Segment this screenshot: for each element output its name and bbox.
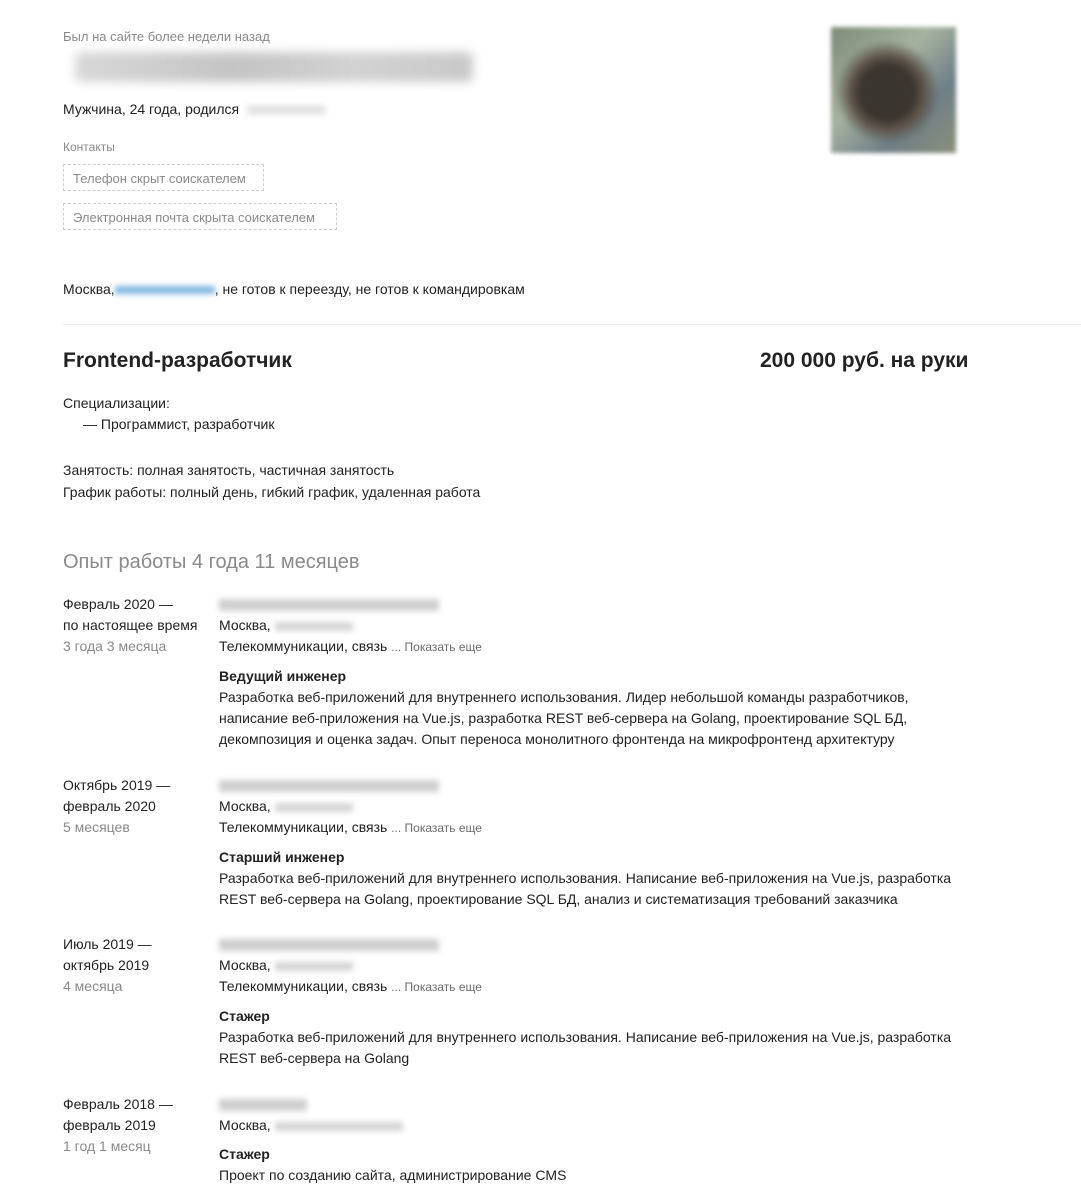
job-dates bbox=[63, 594, 197, 657]
job-duration: 4 месяца bbox=[63, 978, 123, 994]
job-dates bbox=[63, 775, 170, 838]
specialization-item: — Программист, разработчик bbox=[83, 416, 275, 432]
job-duration: 1 год 1 месяц bbox=[63, 1138, 151, 1154]
experience-header: Опыт работы 4 года 11 месяцев bbox=[63, 551, 360, 573]
avatar bbox=[831, 27, 956, 153]
job-dates bbox=[63, 934, 152, 997]
company-site-redacted[interactable] bbox=[275, 622, 353, 631]
job-city: Москва, bbox=[219, 1117, 271, 1133]
job-industry: Телекоммуникации, связь bbox=[219, 638, 388, 654]
job-description: Разработка веб-приложений для внутреннего использования. Написание веб-приложения на Vue.js, разработка REST веб-сервера на Golang bbox=[219, 1029, 952, 1066]
employment-type: Занятость: полная занятость, частичная занятость bbox=[63, 462, 395, 478]
location-line bbox=[63, 281, 525, 297]
job-city: Москва, bbox=[219, 617, 271, 633]
job-entry bbox=[219, 934, 959, 1069]
job-dates bbox=[63, 1094, 173, 1157]
job-industry: Телекоммуникации, связь bbox=[219, 819, 388, 835]
job-entry bbox=[219, 775, 959, 910]
contacts-label: Контакты bbox=[63, 140, 115, 154]
gender-age-text: Мужчина, 24 года, родился bbox=[63, 101, 240, 117]
job-duration: 5 месяцев bbox=[63, 819, 130, 835]
job-city: Москва, bbox=[219, 798, 271, 814]
show-more-link[interactable]: ... Показать еще bbox=[391, 640, 482, 654]
job-description: Разработка веб-приложений для внутреннего использования. Написание веб-приложения на Vue.js, разработка REST веб-сервера на Golang, проектирование SQL БД, анализ и систематизация требований заказчика bbox=[219, 870, 952, 907]
job-industry: Телекоммуникации, связь bbox=[219, 978, 388, 994]
resume-title: Frontend-разработчик bbox=[63, 349, 292, 372]
job-duration: 3 года 3 месяца bbox=[63, 638, 167, 654]
metro-link-redacted[interactable] bbox=[115, 286, 215, 294]
job-start: Июль 2019 — bbox=[63, 936, 152, 952]
company-name-redacted[interactable] bbox=[219, 599, 439, 611]
company-name-redacted[interactable] bbox=[219, 939, 439, 951]
last-seen-status: Был на сайте более недели назад bbox=[63, 29, 270, 44]
work-schedule: График работы: полный день, гибкий график, удаленная работа bbox=[63, 484, 481, 500]
location-city: Москва, bbox=[63, 281, 115, 297]
location-relocation: , не готов к переезду, не готов к командировкам bbox=[214, 281, 525, 297]
job-end: февраль 2019 bbox=[63, 1117, 156, 1133]
show-more-link[interactable]: ... Показать еще bbox=[391, 821, 482, 835]
job-role: Стажер bbox=[219, 1146, 270, 1162]
show-more-link[interactable]: ... Показать еще bbox=[391, 980, 482, 994]
job-start: Октябрь 2019 — bbox=[63, 777, 171, 793]
company-site-redacted[interactable] bbox=[275, 962, 353, 971]
company-name-redacted[interactable] bbox=[219, 1099, 307, 1111]
email-hidden-button[interactable]: Электронная почта скрыта соискателем bbox=[63, 203, 337, 230]
job-city: Москва, bbox=[219, 957, 271, 973]
job-entry bbox=[219, 1094, 959, 1186]
company-site-redacted[interactable] bbox=[275, 803, 353, 812]
job-role: Старший инженер bbox=[219, 849, 345, 865]
company-site-redacted[interactable] bbox=[275, 1122, 403, 1131]
job-end: октябрь 2019 bbox=[63, 957, 150, 973]
divider bbox=[63, 324, 1081, 325]
birthdate-redacted bbox=[247, 105, 325, 115]
phone-hidden-button[interactable]: Телефон скрыт соискателем bbox=[63, 164, 264, 191]
job-role: Ведущий инженер bbox=[219, 668, 347, 684]
job-end: по настоящее время bbox=[63, 617, 198, 633]
job-start: Февраль 2020 — bbox=[63, 596, 173, 612]
gender-age-line bbox=[63, 101, 325, 117]
job-description: Разработка веб-приложений для внутреннего использования. Лидер небольшой команды разработчиков, написание веб-приложения на Vue.js, разработка REST веб-сервера на Golang, проектирование SQL БД, декомпозиция и оценка задач. Опыт переноса монолитного фронтенда на микрофронтенд архитектуру bbox=[219, 689, 909, 747]
specializations-label: Специализации: bbox=[63, 395, 170, 411]
company-name-redacted[interactable] bbox=[219, 780, 439, 792]
candidate-name-redacted bbox=[75, 52, 473, 82]
salary: 200 000 руб. на руки bbox=[760, 349, 969, 372]
job-entry bbox=[219, 594, 959, 750]
job-start: Февраль 2018 — bbox=[63, 1096, 173, 1112]
job-description: Проект по созданию сайта, администрирование CMS bbox=[219, 1167, 567, 1183]
job-role: Стажер bbox=[219, 1008, 270, 1024]
job-end: февраль 2020 bbox=[63, 798, 156, 814]
